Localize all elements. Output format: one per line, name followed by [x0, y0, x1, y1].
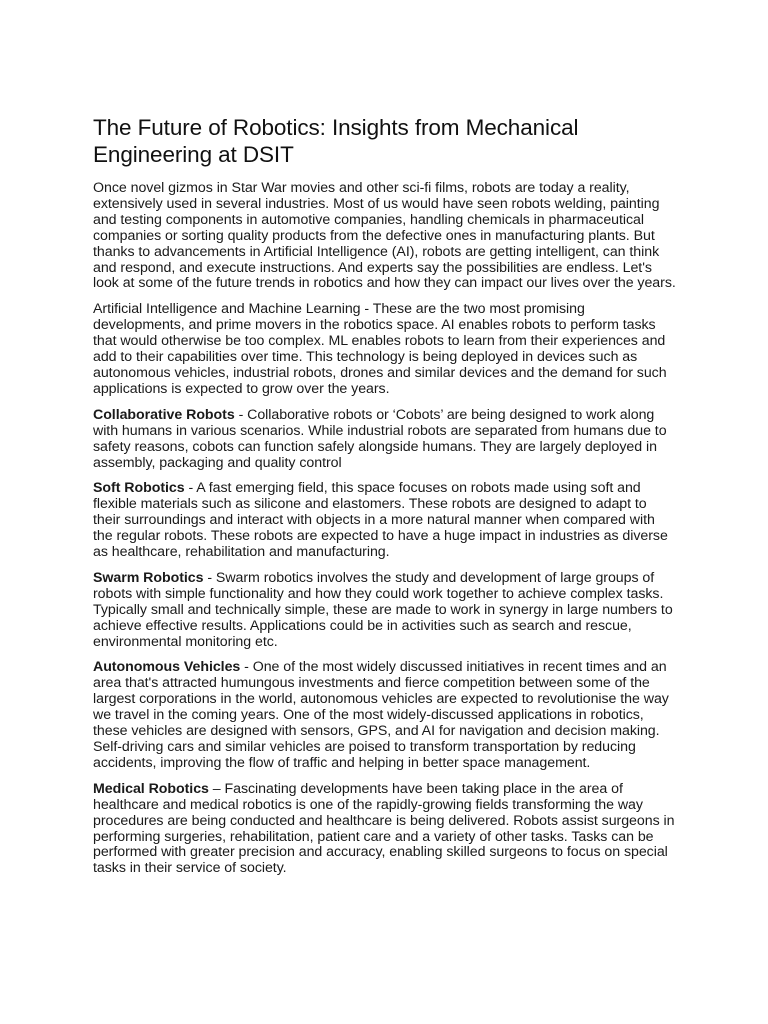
section-heading: Autonomous Vehicles: [93, 659, 241, 676]
section-autonomous-vehicles: [93, 660, 677, 771]
section-text: – Fascinating developments have been taking place in the area of healthcare and medical robotics is one of the rapidly-growing fields transforming the way procedures are being conducted and healthcare is being delivered. Robots assist surgeons in performing surgeries, rehabilitation, patient care and a variety of other tasks. Tasks can be performed with greater precision and accuracy, enabling skilled surgeons to focus on special tasks in their service of society.: [93, 780, 675, 877]
ai-ml-paragraph: Artificial Intelligence and Machine Learning - These are the two most promising developments, and prime movers in the robotics space. AI enables robots to perform tasks that would otherwise be too complex. ML enables robots to learn from their experiences and add to their capabilities over time. This technology is being deployed in devices such as autonomous vehicles, industrial robots, drones and similar devices and the demand for such applications is expected to grow over the years.: [93, 301, 667, 397]
section-text: - A fast emerging field, this space focuses on robots made using soft and flexible materials such as silicone and elastomers. These robots are designed to adapt to their surroundings and interact with objects in a more natural manner when compared with the regular robots. These robots are expected to have a huge impact in industries as diverse as healthcare, rehabilitation and manufacturing.: [93, 480, 668, 561]
document-title: The Future of Robotics: Insights from Mechanical Engineering at DSIT: [93, 115, 579, 167]
section-swarm-robotics: [93, 571, 677, 651]
section-text: - One of the most widely discussed initiatives in recent times and an area that's attracted humungous investments and fierce competition between some of the largest corporations in the world, autonomous vehicles are expected to revolutionise the way we travel in the coming years. One of the most widely-discussed applications in robotics, these vehicles are designed with sensors, GPS, and AI for navigation and decision making. Self-driving cars and similar vehicles are poised to transform transportation by reducing accidents, improving the flow of traffic and helping in better space management.: [93, 659, 669, 771]
section-heading: Collaborative Robots: [93, 406, 235, 423]
section-medical-robotics: [93, 782, 677, 877]
section-heading: Soft Robotics: [93, 480, 185, 497]
document-page: [93, 114, 677, 887]
section-heading: Medical Robotics: [93, 780, 209, 797]
section-text: - Swarm robotics involves the study and development of large groups of robots with simple functionality and how they could work together to achieve complex tasks. Typically small and technically simple, these are made to work in synergy in large numbers to achieve effective results. Applications could be in activities such as search and rescue, environmental monitoring etc.: [93, 569, 673, 650]
intro-paragraph: Once novel gizmos in Star War movies and other sci-fi films, robots are today a reality, extensively used in several industries. Most of us would have seen robots welding, painting and testing components in automotive companies, handling chemicals in pharmaceutical companies or sorting quality products from the defective ones in manufacturing plants. But thanks to advancements in Artificial Intelligence (AI), robots are getting intelligent, can think and respond, and execute instructions. And experts say the possibilities are endless. Let's look at some of the future trends in robotics and how they can impact our lives over the years.: [93, 180, 676, 292]
section-text: - Collaborative robots or ‘Cobots’ are being designed to work along with humans in various scenarios. While industrial robots are separated from humans due to safety reasons, cobots can function safely alongside humans. They are largely deployed in assembly, packaging and quality control: [93, 406, 667, 471]
section-soft-robotics: [93, 481, 677, 561]
section-heading: Swarm Robotics: [93, 569, 204, 586]
section-collaborative-robots: [93, 408, 677, 472]
